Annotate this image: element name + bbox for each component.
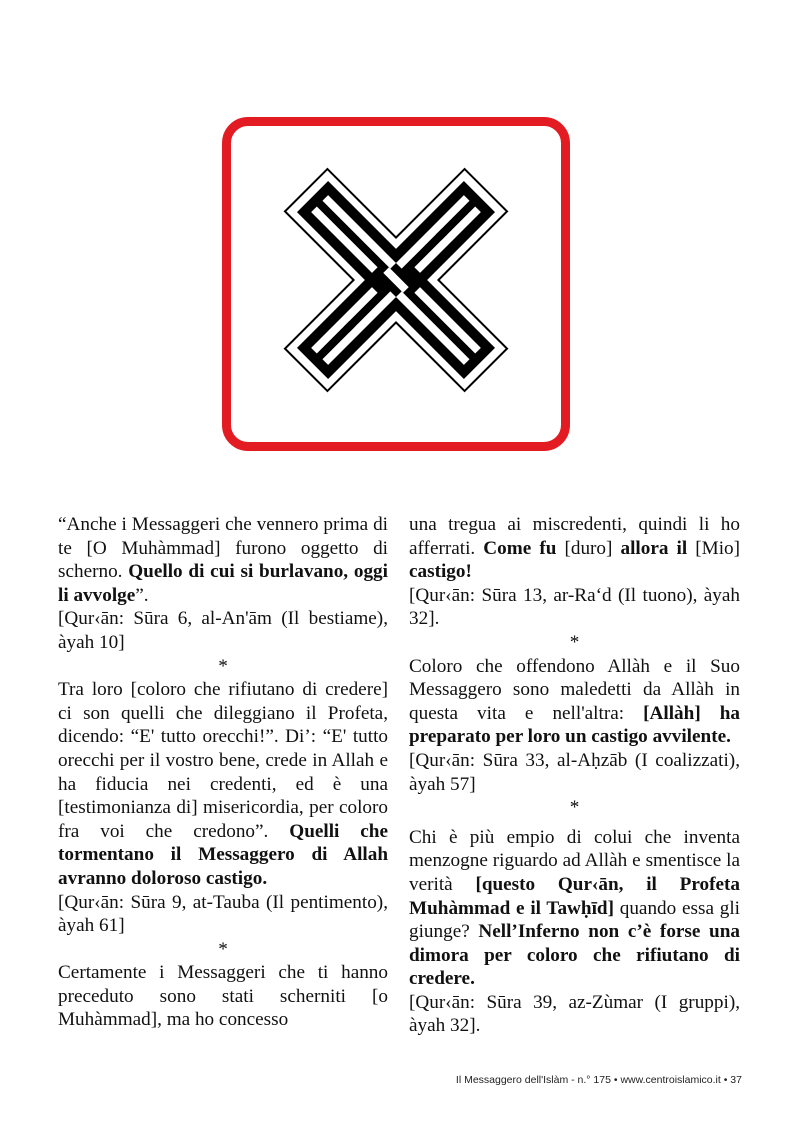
quote-text: una tregua ai miscredenti, quindi li ho afferrati. <box>409 514 740 559</box>
quote-text: ”. <box>135 584 149 606</box>
quote-text: Chi è più empio di colui che inventa menzogne riguardo ad Allàh e smentisce la verità <box>409 826 740 895</box>
separator-star: * <box>569 797 580 819</box>
quote-bold-text: Quelli che tormentano il Messaggero di Allah avranno doloroso castigo. <box>58 820 388 889</box>
prohibition-sign <box>222 117 570 451</box>
quote-bold-text: allora il <box>620 537 688 559</box>
quote-text: Coloro che offendono Allàh e il Suo Messaggero sono maledetti da Allàh in questa vita e nell'altra: <box>409 655 740 724</box>
reference: [Qur‹ān: Sūra 6, al-An'ām (Il bestiame), àyah 10] <box>58 608 388 653</box>
quote-bold-text: [questo Qur‹ān, il Profeta Muhàmmad e il Tawḥīd] <box>409 873 740 919</box>
left-column <box>58 513 388 1032</box>
quote-bold-text: [Allàh] ha preparato per loro un castigo avvilente. <box>409 702 741 748</box>
quote-text: Tra loro [coloro che rifiutano di credere] ci son quelli che dileggiano il Profeta, dicendo: “E' tutto orecchi!”. Di’: “E' tutto orecchi per il vostro bene, crede in Allah e ha fiducia nei credenti, ed è una [testimonianza di] misericordia, per coloro fra voi che credono”. <box>58 679 388 842</box>
quote-text: [duro] <box>556 537 621 559</box>
quote-paragraph <box>409 655 740 749</box>
reference: [Qur‹ān: Sūra 39, az-Zùmar (I gruppi), àyah 32]. <box>409 991 740 1037</box>
quote-text: “Anche i Messaggeri che vennero prima di te [O Muhàmmad] furono oggetto di scherno. <box>58 514 388 583</box>
right-column <box>409 513 740 1038</box>
reference: [Qur‹ān: Sūra 13, ar-Ra‘d (Il tuono), àyah 32]. <box>409 584 740 630</box>
reference: [Qur‹ān: Sūra 9, at-Tauba (Il pentimento), àyah 61] <box>58 891 388 937</box>
quote-paragraph <box>409 826 740 991</box>
separator-star: * <box>569 631 580 653</box>
quote-paragraph <box>409 513 740 584</box>
separator-star: * <box>218 938 228 960</box>
quote-text: quando essa gli giunge? <box>409 897 740 943</box>
quote-bold-text: castigo! <box>409 561 472 583</box>
quote-paragraph <box>58 513 388 607</box>
quote-paragraph <box>58 678 388 890</box>
quote-bold-text: Quello di cui si burlavano, oggi li avvolge <box>58 561 388 606</box>
reference: [Qur‹ān: Sūra 33, al-Aḥzāb (I coalizzati), àyah 57] <box>409 749 740 795</box>
quote-paragraph: Certamente i Messaggeri che ti hanno preceduto sono stati scherniti [o Muhàmmad], ma ho concesso <box>58 962 388 1031</box>
quote-text: [Mio] <box>687 537 741 559</box>
kufic-calligraphy-cross-sign-icon <box>231 126 561 442</box>
quote-bold-text: Come fu <box>483 537 557 559</box>
page-footer: Il Messaggero dell'Islàm - n.° 175 • www.centroislamico.it • 37 <box>455 1074 742 1086</box>
separator-star: * <box>218 655 228 677</box>
quote-bold-text: Nell’Inferno non c’è forse una dimora per coloro che rifiutano di credere. <box>409 921 740 990</box>
